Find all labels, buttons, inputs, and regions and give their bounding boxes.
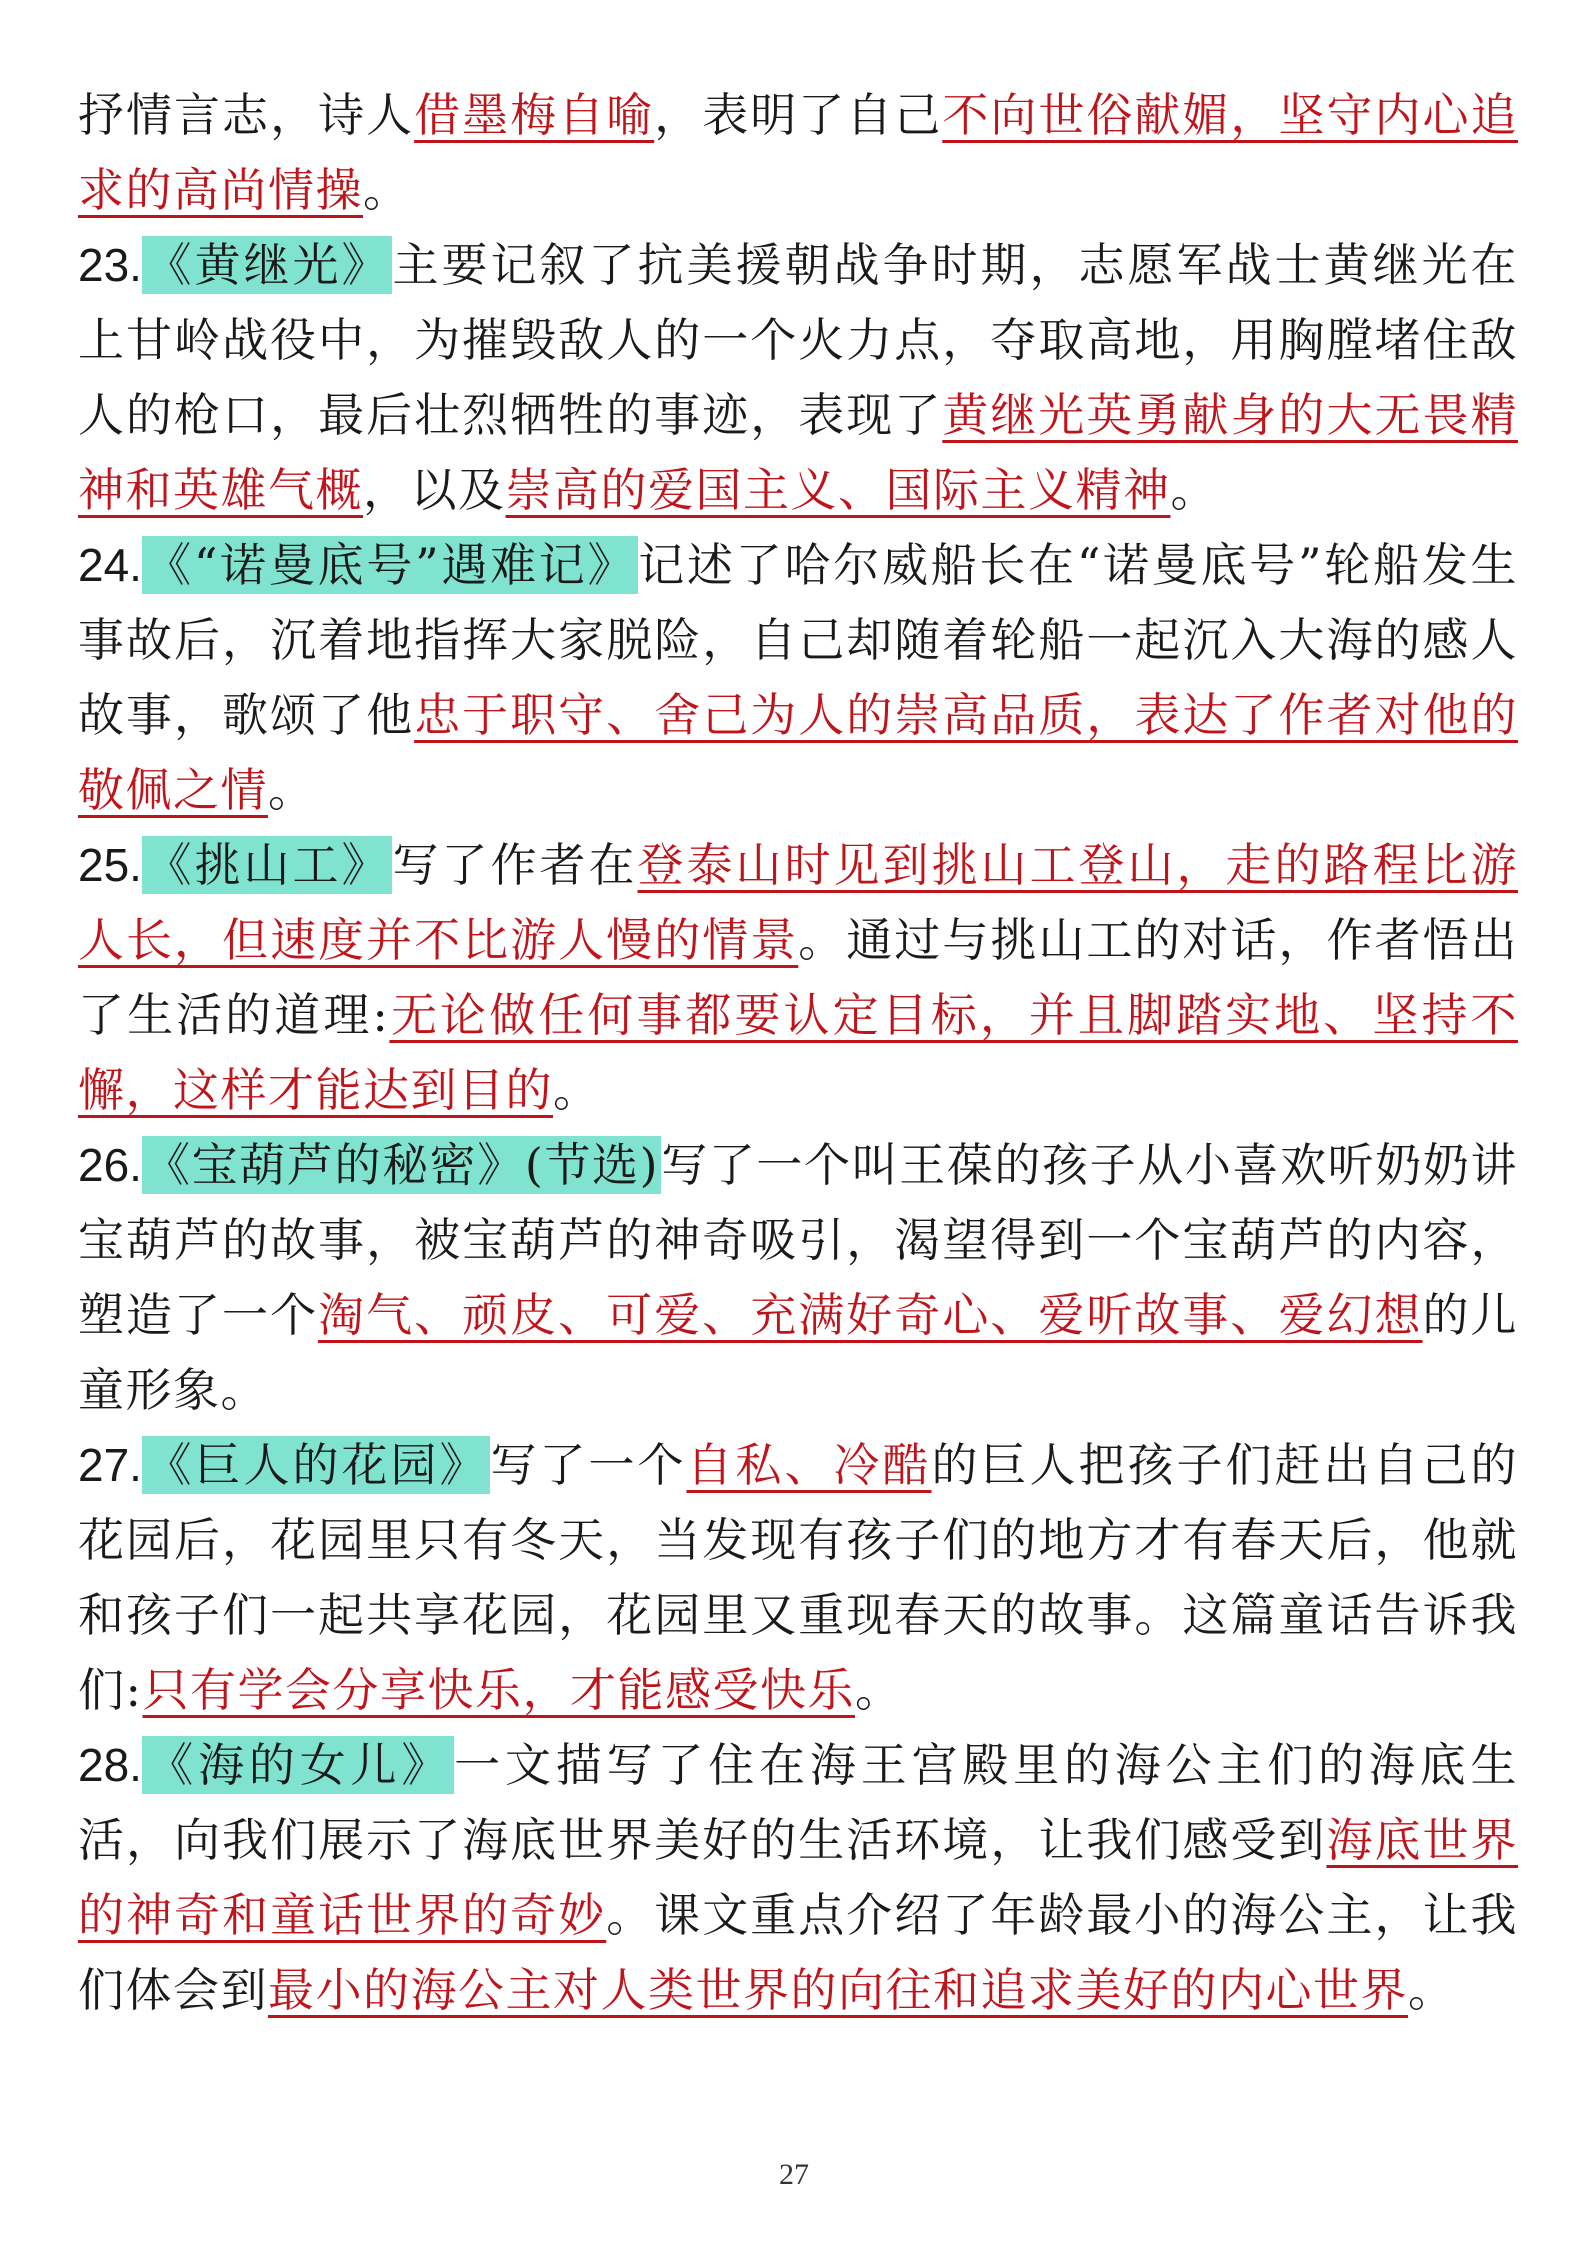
text-segment: 。 [1170, 463, 1218, 517]
text-segment: 记述了哈尔威船长在“诺曼底号”轮船发生事故后，沉着地指挥大家脱险，自己却随着轮船一起沉入大海的感人故事，歌颂了他 [78, 538, 1518, 742]
text-segment: 。 [363, 163, 411, 217]
paragraph-27-giant-garden [78, 1428, 1518, 1728]
text-segment: 。 [268, 763, 316, 817]
lesson-title: 《巨人的花园》 [143, 1438, 489, 1492]
key-phrase: 最小的海公主对人类世界的向往和追求美好的内心世界 [268, 1963, 1408, 2017]
paragraph-intro-continued [78, 78, 1518, 228]
text-segment: ，表明了自己 [654, 88, 943, 142]
text-segment: 的儿童形象。 [78, 1288, 1519, 1417]
text-segment: 。通过与挑山工的对话，作者悟出了生活的道理: [78, 913, 1519, 1042]
paragraph-28-little-mermaid [78, 1728, 1518, 2028]
key-phrase: 海底世界的神奇和童话世界的奇妙 [78, 1813, 1519, 1942]
key-phrase: 淘气、顽皮、可爱、充满好奇心、爱听故事、爱幻想 [318, 1288, 1423, 1342]
text-segment: 。 [553, 1063, 601, 1117]
key-phrase: 忠于职守、舍己为人的崇高品质，表达了作者对他的敬佩之情 [78, 688, 1519, 817]
item-number: 26. [78, 1139, 142, 1191]
text-segment: ，以及 [363, 463, 506, 517]
text-segment: 一文描写了住在海王宫殿里的海公主们的海底生活，向我们展示了海底世界美好的生活环境，让我们感受到 [78, 1738, 1519, 1867]
key-phrase: 自私、冷酷 [686, 1438, 932, 1492]
text-segment: 写了一个叫王葆的孩子从小喜欢听奶奶讲宝葫芦的故事，被宝葫芦的神奇吸引，渴望得到一个宝葫芦的内容，塑造了一个 [78, 1138, 1518, 1342]
lesson-title: 《黄继光》 [143, 238, 391, 292]
key-phrase: 黄继光英勇献身的大无畏精神和英雄气概 [78, 388, 1519, 517]
paragraph-23-huang-jiguang [78, 228, 1518, 528]
lesson-title: 《挑山工》 [143, 838, 391, 892]
item-number: 25. [78, 839, 142, 891]
text-segment: 的巨人把孩子们赶出自己的花园后，花园里只有冬天，当发现有孩子们的地方才有春天后，他就和孩子们一起共享花园，花园里又重现春天的故事。这篇童话告诉我们: [78, 1438, 1519, 1717]
lesson-title: 《宝葫芦的秘密》(节选) [143, 1138, 660, 1192]
key-phrase: 登泰山时见到挑山工登山，走的路程比游人长，但速度并不比游人慢的情景 [78, 838, 1519, 967]
key-phrase: 只有学会分享快乐，才能感受快乐 [142, 1663, 855, 1717]
text-segment: 。 [855, 1663, 903, 1717]
text-segment: 抒情言志，诗人 [78, 88, 415, 142]
paragraph-26-gourd [78, 1128, 1518, 1428]
text-segment: 主要记叙了抗美援朝战争时期，志愿军战士黄继光在上甘岭战役中，为摧毁敌人的一个火力点，夺取高地，用胸膛堵住敌人的枪口，最后壮烈牺牲的事迹，表现了 [78, 238, 1519, 442]
page-number: 27 [779, 2158, 809, 2191]
paragraph-25-porter [78, 828, 1518, 1128]
key-phrase: 无论做任何事都要认定目标，并且脚踏实地、坚持不懈，这样才能达到目的 [78, 988, 1519, 1117]
lesson-title: 《“诺曼底号”遇难记》 [143, 538, 637, 592]
document-page [78, 78, 1518, 2028]
text-segment: 写了作者在 [392, 838, 638, 892]
item-number: 27. [78, 1439, 142, 1491]
lesson-title: 《海的女儿》 [143, 1738, 453, 1792]
key-phrase: 不向世俗献媚，坚守内心追求的高尚情操 [78, 88, 1519, 217]
text-segment: 。课文重点介绍了年龄最小的海公主，让我们体会到 [78, 1888, 1519, 2017]
item-number: 23. [78, 239, 142, 291]
key-phrase: 崇高的爱国主义、国际主义精神 [505, 463, 1171, 517]
item-number: 28. [78, 1739, 142, 1791]
item-number: 24. [78, 539, 142, 591]
text-segment: 写了一个 [490, 1438, 687, 1492]
key-phrase: 借墨梅自喻 [414, 88, 655, 142]
text-segment: 。 [1408, 1963, 1456, 2017]
paragraph-24-normandy [78, 528, 1518, 828]
